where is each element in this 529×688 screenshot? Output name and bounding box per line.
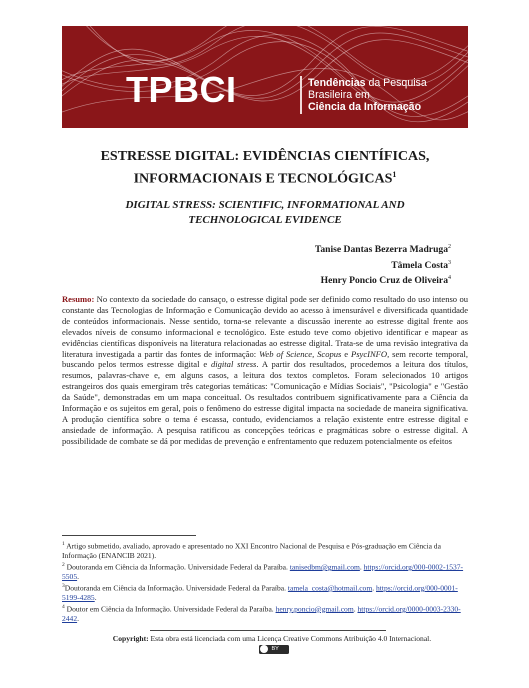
abstract-text: . A partir dos resultados, procedemos a leitura dos títulos, resumos, palavras-chave e, em alguns casos, a leitura dos textos completos. Foram selecionados 10 artigos estrangeiros dos quais emergiram três categorias temáticas: "Comunicação e Mídias Sociais", "Psicologia" e "Gestão da Saúde", demonstradas em um mapa conceitual. Os resultados contribuem significativamente para a Ciência da Informação e os sujeitos em geral, pois o fenômeno do estresse digital impacta na sociedade de maneira significativa. A produção científica sobre o tema é escassa, contudo, evidenciamos a relação existente entre estresse digital e ansiedade de informação. A pesquisa ratificou as concepções teóricas e pragmáticas sobre o estresse digital. A possibilidade de combate se dá por medidas de prevenção e enfrentamento que reduzem potencialmente os efeitos	[62, 359, 468, 446]
footnote-4: $^4$ Doutor em Ciência da Informação. Universidade Federal da Paraíba. henry.poncio@gmail.com. https://orcid.org/0000-0003-2330-2442.	[62, 603, 461, 623]
title-en-line1: DIGITAL STRESS: SCIENTIFIC, INFORMATIONAL AND	[125, 199, 405, 211]
author-footnote-marker[interactable]: 3	[448, 259, 451, 266]
email-link[interactable]: henry.poncio@gmail.com	[275, 604, 354, 614]
author-name: Tanise Dantas Bezerra Madruga	[314, 244, 448, 256]
abstract-text: e	[341, 348, 351, 359]
header-banner	[62, 26, 468, 128]
abstract-sources: Web of Science, Scopus	[259, 348, 342, 359]
footnotes	[62, 540, 468, 624]
author-2	[315, 257, 451, 273]
abstract-text: , sem recorte temporal, buscando pelos termos estresse digital e	[62, 348, 468, 370]
title-portuguese	[60, 148, 470, 189]
abstract-label: Resumo:	[62, 294, 95, 304]
footnote-3: $^3$Doutoranda em Ciência da Informação. Universidade Federal da Paraíba. tamela_costa@hotmail.com. https://orcid.org/000-0001-5199-4285.	[62, 582, 458, 603]
logo-divider	[300, 76, 302, 114]
author-name: Henry Poncio Cruz de Oliveira	[320, 275, 448, 287]
footnote-number: 1	[62, 541, 65, 547]
title-en-line2: TECHNOLOGICAL EVIDENCE	[188, 214, 342, 226]
footnote-text: Doutoranda em Ciência da Informação. Universidade Federal da Paraíba.	[64, 583, 288, 593]
abstract-text: No contexto da sociedade do cansaço, o estresse digital pode ser definido como resultado do uso intenso ou constante das Tecnologias de Informação e Comunicação devido ao acesso à imensurável e diversificada quantidade de conteúdos informacionais. Nesse sentido, torna-se relevante a discussão inerente ao estresse digital frente aos elevados níveis de consumo informacional e tecnológico. Este estudo teve como objetivo identificar e mapear as evidências científicas disponíveis na literatura relacionadas ao estresse digital. Trata-se de uma revisão integrativa da literatura investigada a partir das fontes de informação:	[62, 294, 468, 359]
footnote-1	[62, 540, 468, 561]
copyright-notice	[112, 634, 432, 654]
orcid-link[interactable]: https://orcid.org/000-0002-1537-5505	[62, 562, 464, 582]
footnote-text: Doutoranda em Ciência da Informação. Universidade Federal da Paraíba.	[64, 562, 290, 572]
tpbci-logo: TPBCI	[126, 69, 237, 110]
orcid-link[interactable]: https://orcid.org/000-0001-5199-4285	[62, 583, 458, 603]
footnote-text: Artigo submetido, avaliado, aprovado e apresentado no XXI Encontro Nacional de Pesquisa e Pós-graduação em Ciência da Informação (ENANCIB 2021).	[62, 541, 441, 561]
tagline-line3: Ciência da Informação	[308, 101, 422, 113]
title-pt-text: ESTRESSE DIGITAL: EVIDÊNCIAS CIENTÍFICAS, INFORMACIONAIS E TECNOLÓGICAS	[100, 149, 430, 187]
copyright-divider	[150, 630, 386, 631]
tagline-line1: da Pesquisa	[365, 77, 427, 89]
author-3	[315, 272, 451, 288]
logo-tagline	[308, 77, 468, 113]
footnote-number: 4	[62, 603, 65, 610]
footnote-number: 3	[62, 582, 65, 589]
abstract-term: digital stress	[211, 359, 257, 370]
author-list	[315, 241, 451, 288]
orcid-link[interactable]: https://orcid.org/0000-0003-2330-2442	[62, 604, 461, 623]
abstract-sources: PsycINFO	[351, 348, 388, 359]
author-footnote-marker[interactable]: 2	[448, 244, 451, 250]
title-footnote-marker[interactable]: 1	[392, 170, 397, 179]
author-1	[315, 241, 451, 257]
footnote-divider	[62, 535, 196, 536]
creative-commons-badge-icon[interactable]	[259, 645, 289, 654]
email-link[interactable]: tanisedbm@gmail.com	[289, 562, 360, 572]
cc-by-label: BY	[271, 645, 279, 652]
copyright-label: Copyright:	[112, 634, 149, 643]
tagline-bold: Tendências	[308, 77, 366, 89]
copyright-text: Esta obra está licenciada com uma Licença Creative Commons Atribuição 4.0 Internacional.	[148, 634, 432, 643]
title-english	[90, 198, 440, 228]
abstract-paragraph	[62, 294, 468, 447]
author-footnote-marker[interactable]: 4	[448, 275, 451, 282]
footnote-number: 2	[62, 561, 65, 568]
cc-circle-icon	[260, 645, 268, 653]
tagline-line2: Brasileira em	[308, 89, 370, 101]
footnote-text: Doutor em Ciência da Informação. Universidade Federal da Paraíba.	[64, 604, 276, 614]
email-link[interactable]: tamela_costa@hotmail.com	[287, 583, 373, 593]
footnote-2: $^2$ Doutoranda em Ciência da Informação. Universidade Federal da Paraíba. tanisedbm@gmail.com. https://orcid.org/000-0002-1537-5505.	[62, 561, 464, 582]
author-name: Tâmela Costa	[391, 259, 448, 271]
